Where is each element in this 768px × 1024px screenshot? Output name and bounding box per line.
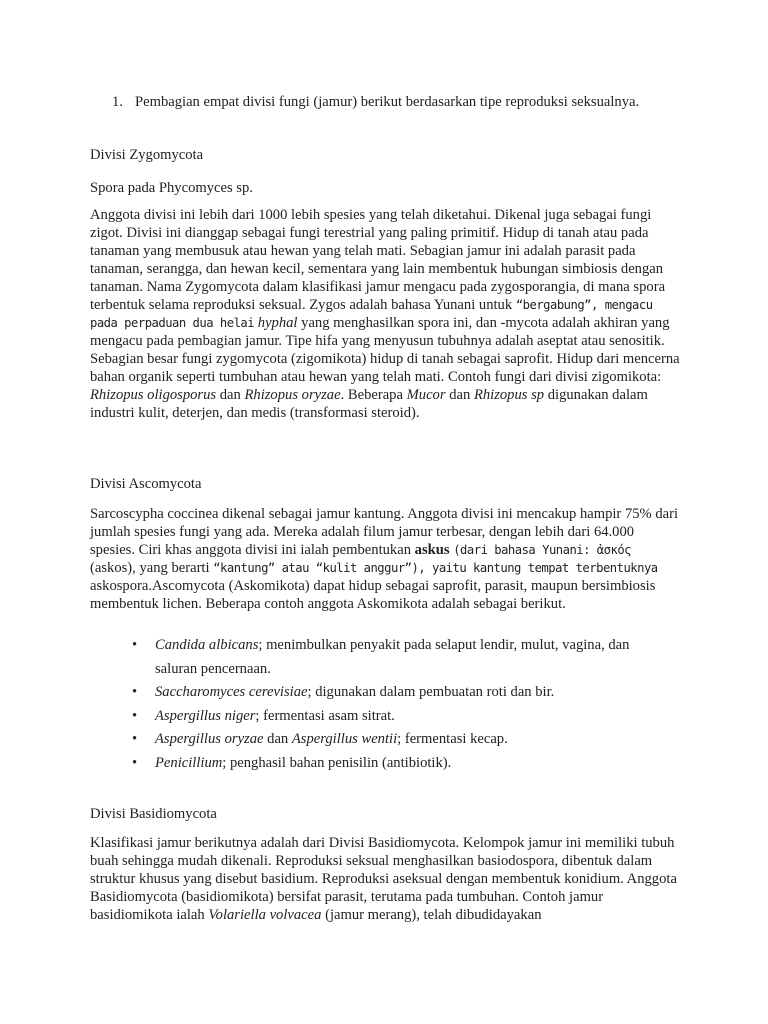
paragraph-zygomycota — [90, 206, 680, 422]
list-item — [112, 752, 672, 776]
text-mono: “kantung” atau “kulit anggur”), yaitu kantung tempat terbentuknya — [213, 561, 658, 575]
species-name: Aspergillus wentii — [291, 731, 398, 747]
item-text: ; menimbulkan penyakit pada selaput lendir, mulut, vagina, dan saluran pencernaan. — [155, 637, 630, 677]
species-name: Saccharomyces cerevisiae — [155, 684, 308, 700]
text: askospora.Ascomycota (Askomikota) dapat hidup sebagai saprofit, parasit, maupun bersimbiosis membentuk lichen. Beberapa contoh anggota Askomikota adalah sebagai berikut. — [90, 578, 656, 612]
species-name: Aspergillus niger — [155, 707, 256, 724]
species-name: Candida albicans — [155, 637, 259, 653]
paragraph-ascomycota — [90, 505, 680, 613]
species-name: Rhizopus oryzae — [244, 387, 341, 403]
term-italic: hyphal — [257, 315, 298, 331]
species-name: Mucor — [406, 387, 446, 403]
list-item — [112, 705, 672, 729]
item-text: ; digunakan dalam pembuatan roti dan bir. — [307, 684, 555, 700]
term-bold: askus — [414, 542, 450, 558]
bullet-list — [112, 634, 672, 775]
list-item — [112, 634, 672, 681]
species-name: Rhizopus sp — [473, 387, 545, 403]
text: digunakan dalam industri kulit, deterjen, dan medis (transformasi steroid). — [90, 387, 648, 421]
species-name: Volariella volvacea — [208, 907, 322, 923]
text: Anggota divisi ini lebih dari 1000 lebih spesies yang telah diketahui. Dikenal juga sebagai fungi zigot. Divisi ini dianggap sebagai fungi terestrial yang paling primitif. Hidup di tanah atau pada tanaman yang membusuk atau hewan yang telah mati. Sebagian jamur ini adalah parasit pada tanaman, serangga, dan hewan kecil, sementara yang lain membentuk hubungan simbiosis dengan tanaman. Nama Zygomycota dalam klasifikasi jamur mengacu pada zygosporangia, di mana spora terbentuk selama reproduksi seksual. Zygos adalah bahasa Yunani untuk — [90, 207, 666, 313]
text: (jamur merang), telah dibudidayakan — [325, 907, 542, 923]
item-text: dan — [263, 731, 292, 747]
text-mono: (dari bahasa Yunani: ἀσκός — [453, 543, 631, 557]
item-text: ; fermentasi asam sitrat. — [255, 707, 395, 724]
intro-text: Pembagian empat divisi fungi (jamur) berikut berdasarkan tipe reproduksi seksualnya. — [135, 94, 640, 110]
image-caption: Spora pada Phycomyces sp. — [90, 180, 253, 196]
paragraph-basidiomycota — [90, 834, 680, 924]
list-item — [112, 681, 672, 705]
text: (askos), yang berarti — [90, 560, 210, 576]
text: dan — [219, 387, 241, 403]
text: Klasifikasi jamur berikutnya adalah dari Divisi Basidiomycota. Kelompok jamur ini memiliki tubuh buah sehingga mudah dikenali. Reproduksi seksual menghasilkan basiodospora, dibentuk dalam struktur khusus yang disebut basidium. Reproduksi aseksual dengan membentuk konidium. Anggota Basidiomycota (basidiomikota) bersifat parasit, terutama pada tumbuhan. Contoh jamur basidiomikota ialah — [90, 835, 677, 923]
text: dan — [449, 387, 471, 403]
list-item — [112, 728, 672, 752]
species-name: Rhizopus oligosporus — [90, 387, 217, 403]
numbered-list-item — [112, 92, 712, 112]
list-number: 1. — [112, 94, 123, 110]
heading-basidiomycota: Divisi Basidiomycota — [90, 806, 217, 822]
heading-zygomycota: Divisi Zygomycota — [90, 147, 204, 163]
heading-ascomycota: Divisi Ascomycota — [90, 476, 202, 492]
species-name: Penicillium — [155, 754, 223, 771]
item-text: ; penghasil bahan penisilin (antibiotik). — [222, 754, 452, 771]
item-text: ; fermentasi kecap. — [397, 731, 508, 747]
text-mono: “bergabung”, mengacu pada perpaduan dua helai — [90, 298, 653, 330]
text: yang menghasilkan spora ini, dan -mycota adalah akhiran yang mengacu pada pembagian jamur. Tipe hifa yang menyusun tubuhnya adalah aseptat atau senositik. Sebagian besar fungi zygomycota (zigomikota) hidup di tanah sebagai saprofit. Hidup dari mencerna bahan organik seperti tumbuhan atau hewan yang telah mati. Contoh fungi dari divisi zigomikota: — [90, 315, 680, 385]
species-name: Aspergillus oryzae — [155, 731, 264, 747]
text: Sarcoscypha coccinea dikenal sebagai jamur kantung. Anggota divisi ini mencakup hampir 75% dari jumlah spesies fungi yang ada. Mereka adalah filum jamur terbesar, dengan lebih dari 64.000 spesies. Ciri khas anggota divisi ini ialah pembentukan — [90, 506, 679, 558]
text: . Beberapa — [340, 387, 403, 403]
